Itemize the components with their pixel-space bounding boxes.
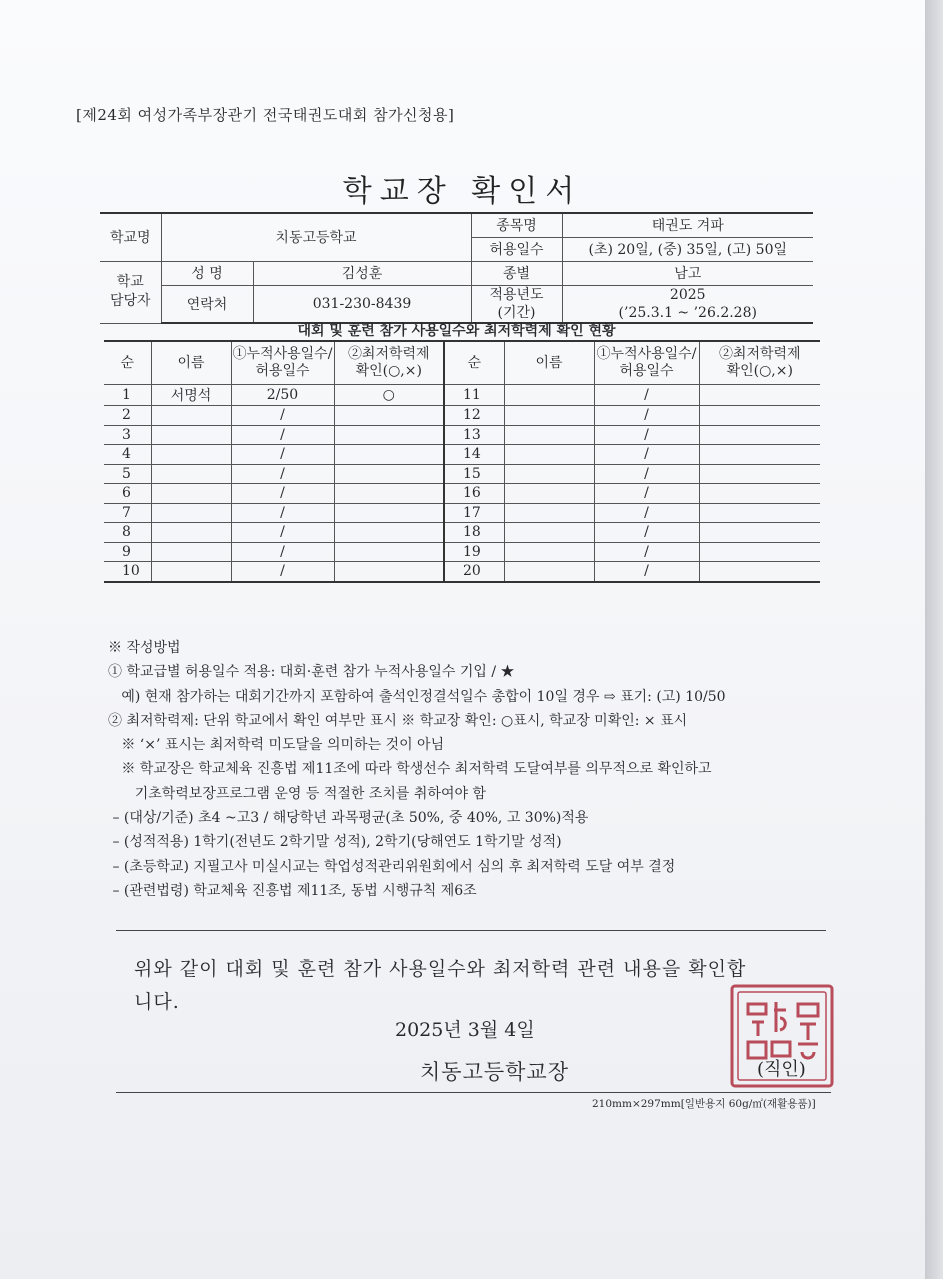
col-acad-header-2 <box>699 341 820 385</box>
cell-name <box>151 425 231 445</box>
col-no-header-2: 순 <box>444 341 504 385</box>
cell-name2 <box>504 445 594 465</box>
cell-name2 <box>504 523 594 543</box>
cell-no2: 19 <box>444 542 504 562</box>
cell-name2 <box>504 562 594 582</box>
cell-days2: / <box>594 562 699 582</box>
manager-label-line2: 담당자 <box>109 293 151 309</box>
cell-acad2 <box>699 562 820 582</box>
cell-no2: 12 <box>444 406 504 426</box>
note-line: – (초등학교) 지필고사 미실시교는 학업성적관리위원회에서 심의 후 최저학력 도달 여부 결정 <box>108 858 676 875</box>
page-edge-shadow <box>925 0 943 1279</box>
school-info-table <box>100 212 813 324</box>
cell-name2 <box>504 542 594 562</box>
cell-name <box>151 464 231 484</box>
cell-acad <box>334 406 444 426</box>
year-label-line1: 적용년도 <box>489 286 544 303</box>
issue-date: 2025년 3월 4일 <box>395 1019 535 1041</box>
contact-value: 031-230-8439 <box>253 285 471 323</box>
note-line: ① 학교급별 허용일수 적용: 대회·훈련 참가 누적사용일수 기입 / ★ <box>108 664 515 681</box>
year-value-line2: (’25.3.1 ~ ’26.2.28) <box>618 304 757 321</box>
cell-acad <box>334 542 444 562</box>
cell-no: 7 <box>104 503 151 523</box>
confirmation-line-1: 위와 같이 대회 및 훈련 참가 사용일수와 최저학력 관련 내용을 확인합 <box>134 958 747 980</box>
col-days-line1: ①누적사용일수/ <box>596 346 697 362</box>
table-row <box>104 464 820 484</box>
cell-name: 서명석 <box>151 385 231 406</box>
event-value: 태권도 겨파 <box>562 213 813 237</box>
col-acad-line1: ②최저학력제 <box>347 346 430 362</box>
year-label <box>471 285 562 323</box>
cell-no2: 16 <box>444 484 504 504</box>
cell-no2: 18 <box>444 523 504 543</box>
cell-name2 <box>504 464 594 484</box>
cell-days2: / <box>594 445 699 465</box>
manager-label <box>100 261 161 323</box>
cell-name2 <box>504 406 594 426</box>
cell-acad2 <box>699 464 820 484</box>
school-label: 학교명 <box>100 213 161 261</box>
cell-no: 10 <box>104 562 151 582</box>
col-acad-line2: 확인(○,×) <box>726 363 793 379</box>
cell-no: 2 <box>104 406 151 426</box>
seal-overlay-text: (직인) <box>757 1059 806 1080</box>
col-name-header: 이름 <box>151 341 231 385</box>
divider-bottom <box>116 1092 831 1093</box>
table-row <box>104 445 820 465</box>
cell-no: 5 <box>104 464 151 484</box>
cell-days2: / <box>594 503 699 523</box>
cell-days: / <box>231 542 334 562</box>
cell-acad <box>334 464 444 484</box>
cell-days: / <box>231 523 334 543</box>
cell-acad2 <box>699 425 820 445</box>
year-value <box>562 285 813 323</box>
note-line: – (관련법령) 학교체육 진흥법 제11조, 동법 시행규칙 제6조 <box>108 882 477 899</box>
year-label-line2: (기간) <box>497 304 536 321</box>
manager-label-line1: 학교 <box>116 274 144 290</box>
document-title: 학교장 확인서 <box>342 174 583 209</box>
cell-no: 9 <box>104 542 151 562</box>
gender-label: 종별 <box>471 261 562 285</box>
table-row <box>104 385 820 406</box>
cell-name <box>151 503 231 523</box>
note-line: 예) 현재 참가하는 대회기간까지 포함하여 출석인정결석일수 총합이 10일 경우 ⇨ 표기: (고) 10/50 <box>108 688 726 705</box>
cell-acad <box>334 425 444 445</box>
cell-no: 6 <box>104 484 151 504</box>
cell-acad2 <box>699 484 820 504</box>
cell-acad2 <box>699 445 820 465</box>
cell-days: / <box>231 484 334 504</box>
application-purpose-line: [제24회 여성가족부장관기 전국태권도대회 참가신청용] <box>76 106 455 124</box>
cell-days: / <box>231 406 334 426</box>
note-line: ② 최저학력제: 단위 학교에서 확인 여부만 표시 ※ 학교장 확인: ○표시, 학교장 미확인: × 표시 <box>108 712 688 729</box>
signer-title: 치동고등학교장 <box>420 1060 570 1084</box>
col-days-line2: 허용일수 <box>255 363 310 379</box>
paper-spec: 210mm×297mm[일반용지 60g/㎡(재활용품)] <box>592 1098 816 1110</box>
table-row <box>104 523 820 543</box>
cell-days: / <box>231 503 334 523</box>
cell-name <box>151 484 231 504</box>
cell-no2: 14 <box>444 445 504 465</box>
contact-label: 연락처 <box>161 285 253 323</box>
cell-acad <box>334 484 444 504</box>
school-name: 치동고등학교 <box>161 213 471 261</box>
cell-days: 2/50 <box>231 385 334 406</box>
cell-acad <box>334 503 444 523</box>
cell-acad <box>334 445 444 465</box>
cell-days2: / <box>594 425 699 445</box>
col-name-header-2: 이름 <box>504 341 594 385</box>
cell-name <box>151 542 231 562</box>
cell-acad2 <box>699 542 820 562</box>
cell-acad2 <box>699 385 820 406</box>
cell-name <box>151 562 231 582</box>
cell-no2: 13 <box>444 425 504 445</box>
cell-no2: 11 <box>444 385 504 406</box>
gender-value: 남고 <box>562 261 813 285</box>
year-value-line1: 2025 <box>669 286 706 303</box>
confirmation-statement <box>134 953 824 1019</box>
col-days-header <box>231 341 334 385</box>
table-row <box>104 562 820 582</box>
note-line: – (성적적용) 1학기(전년도 2학기말 성적), 2학기(당해연도 1학기말 성적) <box>108 834 562 851</box>
cell-days2: / <box>594 523 699 543</box>
cell-acad <box>334 562 444 582</box>
writing-instructions <box>108 636 828 903</box>
confirmation-line-2: 니다. <box>134 991 180 1013</box>
cell-name2 <box>504 503 594 523</box>
table-row <box>104 425 820 445</box>
note-line: ※ ‘×’ 표시는 최저학력 미도달을 의미하는 것이 아님 <box>108 737 445 754</box>
allowed-days-label: 허용일수 <box>471 237 562 261</box>
cell-days2: / <box>594 406 699 426</box>
cell-days: / <box>231 464 334 484</box>
cell-no: 4 <box>104 445 151 465</box>
table-row <box>104 406 820 426</box>
cell-name <box>151 523 231 543</box>
cell-days: / <box>231 445 334 465</box>
cell-days: / <box>231 425 334 445</box>
allowed-days-value: (초) 20일, (중) 35일, (고) 50일 <box>562 237 813 261</box>
table-row <box>104 484 820 504</box>
cell-no: 8 <box>104 523 151 543</box>
cell-acad <box>334 523 444 543</box>
name-value: 김성훈 <box>253 261 471 285</box>
col-days-line1: ①누적사용일수/ <box>232 346 333 362</box>
cell-acad2 <box>699 503 820 523</box>
cell-no2: 17 <box>444 503 504 523</box>
col-no-header: 순 <box>104 341 151 385</box>
cell-acad2 <box>699 523 820 543</box>
name-label: 성 명 <box>161 261 253 285</box>
col-days-header-2 <box>594 341 699 385</box>
divider-top <box>116 930 826 931</box>
col-acad-line1: ②최저학력제 <box>718 346 801 362</box>
cell-no: 3 <box>104 425 151 445</box>
notes-heading: ※ 작성방법 <box>108 640 181 656</box>
table-row <box>104 503 820 523</box>
cell-days2: / <box>594 385 699 406</box>
cell-no2: 20 <box>444 562 504 582</box>
cell-days2: / <box>594 464 699 484</box>
col-acad-header <box>334 341 444 385</box>
cell-name2 <box>504 425 594 445</box>
note-line: – (대상/기준) 초4 ~고3 / 해당학년 과목평균(초 50%, 중 40%, 고 30%)적용 <box>108 810 589 827</box>
participation-table <box>104 340 820 583</box>
cell-name2 <box>504 484 594 504</box>
cell-no2: 15 <box>444 464 504 484</box>
col-days-line2: 허용일수 <box>619 363 674 379</box>
cell-acad: ○ <box>334 385 444 406</box>
cell-name <box>151 445 231 465</box>
cell-days2: / <box>594 484 699 504</box>
cell-acad2 <box>699 406 820 426</box>
cell-days2: / <box>594 542 699 562</box>
table-row <box>104 542 820 562</box>
section-title: 대회 및 훈련 참가 사용일수와 최저학력제 확인 현황 <box>297 323 616 339</box>
col-acad-line2: 확인(○,×) <box>355 363 422 379</box>
cell-days: / <box>231 562 334 582</box>
cell-no: 1 <box>104 385 151 406</box>
cell-name <box>151 406 231 426</box>
cell-name2 <box>504 385 594 406</box>
event-label: 종목명 <box>471 213 562 237</box>
note-line: ※ 학교장은 학교체육 진흥법 제11조에 따라 학생선수 최저학력 도달여부를 의무적으로 확인하고 <box>108 761 712 778</box>
note-line: 기초학력보장프로그램 운영 등 적절한 조치를 취하여야 함 <box>108 785 486 802</box>
